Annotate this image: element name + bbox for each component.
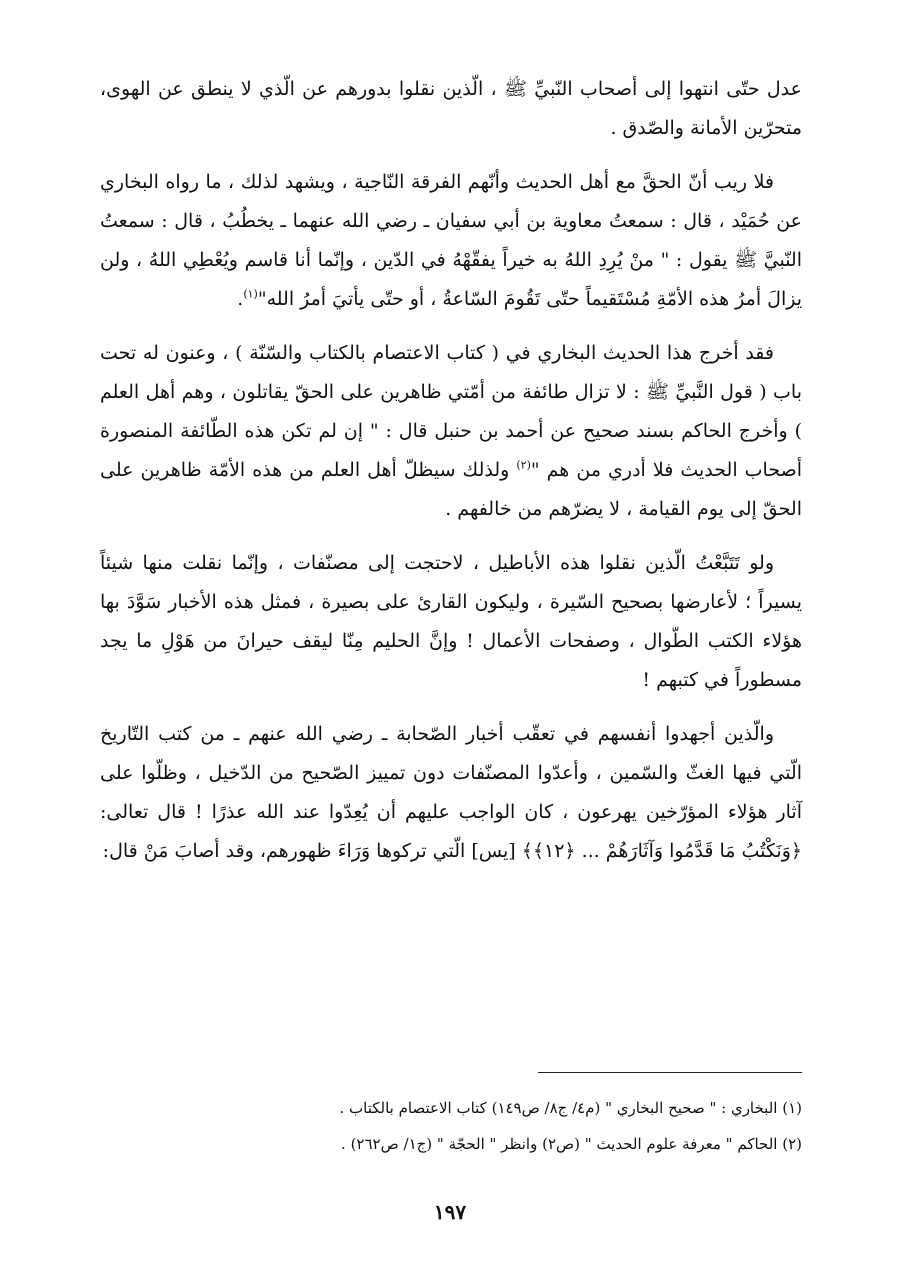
paragraph-5: والّذين أجهدوا أنفسهم في تعقّب أخبار الصّحابة ـ رضي الله عنهم ـ من كتب التّاريخ الّتي فيها الغثّ والسّمين ، وأعدّوا المصنّفات دون تمييز الصّحيح من الدّخيل ، وظلّوا على آثار هؤلاء المؤرّخين يهرعون ، كان الواجب عليهم أن يُعِدّوا عند الله عذرًا ! قال تعالى: ﴿وَنَكْتُبُ مَا قَدَّمُوا وَآثَارَهُمْ ... ﴿١٢﴾﴾ [يس] الّتي تركوها وَرَاءَ ظهورهم، وقد أصابَ مَنْ قال: [100,723,802,862]
footnotes [100,1090,802,1162]
main-text [100,70,802,886]
paragraph-4: ولو تَتَبَّعْتُ الّذين نقلوا هذه الأباطيل ، لاحتجت إلى مصنّفات ، وإنّما نقلت منها شيئاً يسيراً ؛ لأعارضها بصحيح السّيرة ، وليكون القارئ على بصيرة ، فمثل هذه الأخبار سَوَّدَ بها هؤلاء الكتب الطّوال ، وصفحات الأعمال ! وإنَّ الحليم مِنّا ليقف حيرانَ من هَوْلِ ما يجد مسطوراً في كتبهم ! [100,552,802,691]
footnote-divider [538,1072,802,1073]
footnote-marker-1: (١) [243,287,258,301]
paragraph-2: فلا ريب أنّ الحقَّ مع أهل الحديث وأنّهم الفرقة النّاجية ، ويشهد لذلك ، ما رواه البخاري عن حُمَيْد ، قال : سمعتُ معاوية بن أبي سفيان ـ رضي الله عنهما ـ يخطُبُ ، قال : سمعتُ النّبيَّ ﷺ يقول : " منْ يُرِدِ اللهُ به خيراً يفقّهْهُ في الدّين ، وإنّما أنا قاسم ويُعْطِي اللهُ ، ولن يزالَ أمرُ هذه الأمّةِ مُسْتَقيماً حتّى تَقُومَ السّاعةُ ، أو حتّى يأتيَ أمرُ الله"$^{(١)}$. [100,171,802,310]
page-number: ١٩٧ [433,1200,467,1224]
footnote-marker-2: (٢) [516,458,531,472]
footnote-1: (١) البخاري : " صحيح البخاري " (م٤/ ج٨/ ص١٤٩) كتاب الاعتصام بالكتاب . [339,1099,802,1117]
footnote-2: (٢) الحاكم " معرفة علوم الحديث " (ص٢) وانظر " الحجّة " (ج١/ ص٢٦٢) . [341,1135,802,1153]
paragraph-1: عدل حتّى انتهوا إلى أصحاب النّبيِّ ﷺ ، الّذين نقلوا بدورهم عن الّذي لا ينطق عن الهوى، متحرّين الأمانة والصّدق . [100,78,802,139]
paragraph-3: فقد أخرج هذا الحديث البخاري في ( كتاب الاعتصام بالكتاب والسّنّة ) ، وعنون له تحت باب ( قول النَّبيِّ ﷺ : لا تزال طائفة من أمّتي ظاهرين على الحقّ يقاتلون ، وهم أهل العلم ) وأخرج الحاكم بسند صحيح عن أحمد بن حنبل قال : " إن لم تكن هذه الطّائفة المنصورة أصحاب الحديث فلا أدري من هم "$^{(٢)}$ ولذلك سيظلّ أهل العلم من هذه الأمّة ظاهرين على الحقّ إلى يوم القيامة ، لا يضرّهم من خالفهم . [100,342,802,520]
